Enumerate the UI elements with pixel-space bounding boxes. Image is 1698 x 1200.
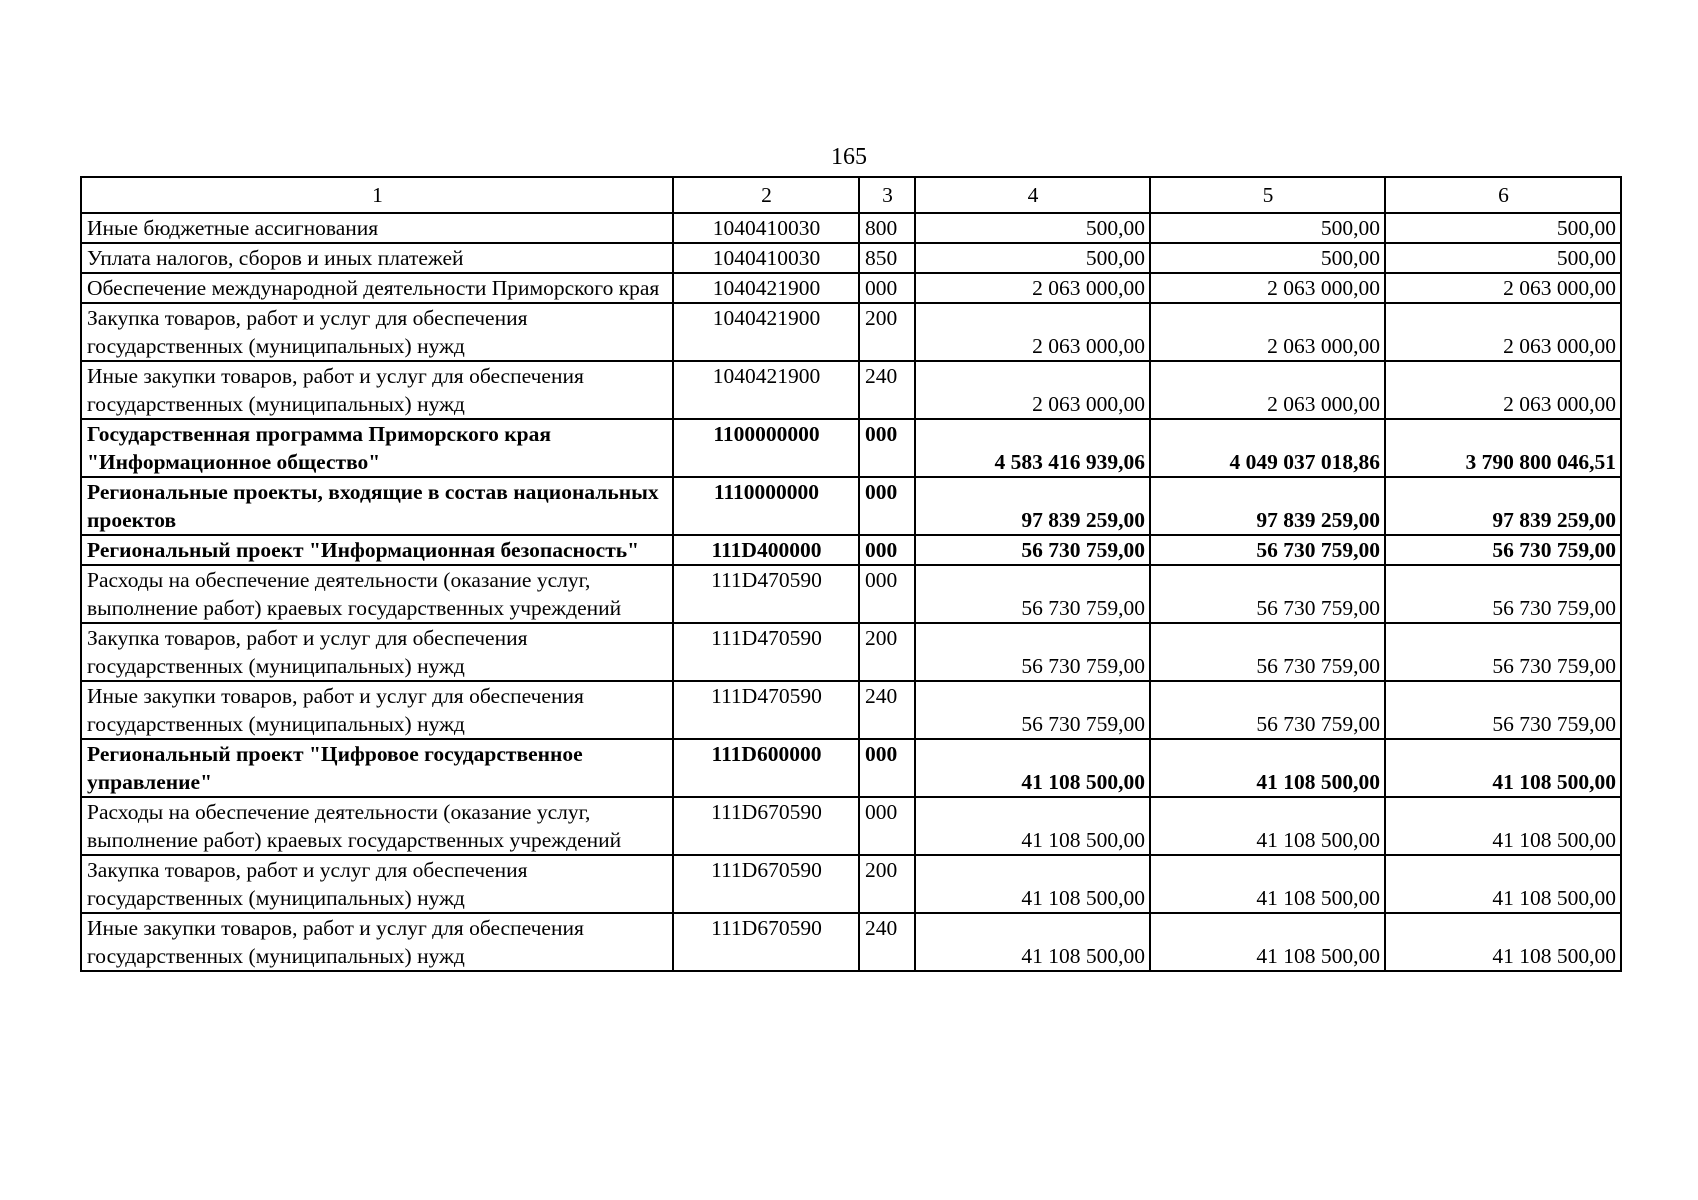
- column-header: 4: [915, 177, 1150, 213]
- row-type: 200: [859, 855, 915, 913]
- row-value-col4: 56 730 759,00: [915, 535, 1150, 565]
- row-code: 111D470590: [673, 565, 859, 623]
- row-code: 111D670590: [673, 855, 859, 913]
- table-row: [81, 273, 1621, 303]
- table-row: [81, 623, 1621, 681]
- row-name: Иные закупки товаров, работ и услуг для обеспечения государственных (муниципальных) нужд: [81, 361, 673, 419]
- column-header: 5: [1150, 177, 1385, 213]
- row-value-col5: 41 108 500,00: [1150, 913, 1385, 971]
- row-value-col4: 56 730 759,00: [915, 681, 1150, 739]
- table-row: [81, 303, 1621, 361]
- row-code: 1110000000: [673, 477, 859, 535]
- row-code: 111D470590: [673, 681, 859, 739]
- row-value-col6: 56 730 759,00: [1385, 681, 1621, 739]
- row-value-col6: 56 730 759,00: [1385, 535, 1621, 565]
- table-row: [81, 213, 1621, 243]
- row-name: Расходы на обеспечение деятельности (оказание услуг, выполнение работ) краевых государственных учреждений: [81, 565, 673, 623]
- row-type: 200: [859, 303, 915, 361]
- row-value-col6: 500,00: [1385, 243, 1621, 273]
- row-value-col4: 500,00: [915, 213, 1150, 243]
- row-value-col4: 2 063 000,00: [915, 303, 1150, 361]
- row-code: 1100000000: [673, 419, 859, 477]
- row-name: Иные закупки товаров, работ и услуг для обеспечения государственных (муниципальных) нужд: [81, 913, 673, 971]
- row-value-col4: 41 108 500,00: [915, 855, 1150, 913]
- table-row: [81, 361, 1621, 419]
- row-type: 240: [859, 681, 915, 739]
- row-value-col6: 97 839 259,00: [1385, 477, 1621, 535]
- row-value-col5: 97 839 259,00: [1150, 477, 1385, 535]
- row-value-col5: 41 108 500,00: [1150, 855, 1385, 913]
- row-value-col6: 41 108 500,00: [1385, 855, 1621, 913]
- column-header: 3: [859, 177, 915, 213]
- row-value-col4: 41 108 500,00: [915, 797, 1150, 855]
- row-code: 1040410030: [673, 243, 859, 273]
- row-name: Региональные проекты, входящие в состав национальных проектов: [81, 477, 673, 535]
- row-name: Уплата налогов, сборов и иных платежей: [81, 243, 673, 273]
- row-code: 111D470590: [673, 623, 859, 681]
- row-value-col4: 41 108 500,00: [915, 913, 1150, 971]
- row-type: 240: [859, 361, 915, 419]
- row-type: 850: [859, 243, 915, 273]
- row-value-col6: 2 063 000,00: [1385, 303, 1621, 361]
- row-value-col5: 56 730 759,00: [1150, 681, 1385, 739]
- table-row: [81, 681, 1621, 739]
- row-code: 111D400000: [673, 535, 859, 565]
- row-name: Региональный проект "Цифровое государственное управление": [81, 739, 673, 797]
- row-value-col6: 2 063 000,00: [1385, 361, 1621, 419]
- row-type: 000: [859, 739, 915, 797]
- table-row: [81, 419, 1621, 477]
- row-value-col4: 2 063 000,00: [915, 273, 1150, 303]
- row-value-col6: 3 790 800 046,51: [1385, 419, 1621, 477]
- table-row: [81, 913, 1621, 971]
- row-name: Региональный проект "Информационная безопасность": [81, 535, 673, 565]
- table-row: [81, 477, 1621, 535]
- row-value-col6: 56 730 759,00: [1385, 623, 1621, 681]
- row-code: 111D670590: [673, 913, 859, 971]
- budget-table: [80, 176, 1622, 972]
- row-code: 1040410030: [673, 213, 859, 243]
- row-value-col4: 41 108 500,00: [915, 739, 1150, 797]
- row-value-col4: 56 730 759,00: [915, 623, 1150, 681]
- row-name: Закупка товаров, работ и услуг для обеспечения государственных (муниципальных) нужд: [81, 303, 673, 361]
- table-body: [81, 177, 1621, 971]
- row-value-col4: 500,00: [915, 243, 1150, 273]
- row-type: 200: [859, 623, 915, 681]
- row-code: 1040421900: [673, 361, 859, 419]
- row-type: 000: [859, 419, 915, 477]
- row-value-col6: 2 063 000,00: [1385, 273, 1621, 303]
- row-value-col6: 41 108 500,00: [1385, 913, 1621, 971]
- row-type: 000: [859, 565, 915, 623]
- table-row: [81, 797, 1621, 855]
- column-header: 2: [673, 177, 859, 213]
- row-name: Расходы на обеспечение деятельности (оказание услуг, выполнение работ) краевых государственных учреждений: [81, 797, 673, 855]
- row-value-col6: 41 108 500,00: [1385, 739, 1621, 797]
- row-value-col4: 2 063 000,00: [915, 361, 1150, 419]
- row-value-col5: 500,00: [1150, 213, 1385, 243]
- row-name: Обеспечение международной деятельности Приморского края: [81, 273, 673, 303]
- table-row: [81, 535, 1621, 565]
- row-type: 240: [859, 913, 915, 971]
- row-value-col4: 56 730 759,00: [915, 565, 1150, 623]
- row-value-col5: 41 108 500,00: [1150, 739, 1385, 797]
- row-code: 1040421900: [673, 303, 859, 361]
- row-name: Закупка товаров, работ и услуг для обеспечения государственных (муниципальных) нужд: [81, 623, 673, 681]
- table-row: [81, 565, 1621, 623]
- row-value-col4: 97 839 259,00: [915, 477, 1150, 535]
- row-name: Иные закупки товаров, работ и услуг для обеспечения государственных (муниципальных) нужд: [81, 681, 673, 739]
- row-value-col5: 56 730 759,00: [1150, 535, 1385, 565]
- column-header: 1: [81, 177, 673, 213]
- row-code: 111D670590: [673, 797, 859, 855]
- row-value-col5: 56 730 759,00: [1150, 565, 1385, 623]
- row-value-col6: 500,00: [1385, 213, 1621, 243]
- row-code: 111D600000: [673, 739, 859, 797]
- page-number: 165: [831, 144, 867, 170]
- row-name: Закупка товаров, работ и услуг для обеспечения государственных (муниципальных) нужд: [81, 855, 673, 913]
- row-type: 000: [859, 535, 915, 565]
- row-type: 800: [859, 213, 915, 243]
- row-value-col5: 41 108 500,00: [1150, 797, 1385, 855]
- row-value-col6: 56 730 759,00: [1385, 565, 1621, 623]
- row-value-col5: 4 049 037 018,86: [1150, 419, 1385, 477]
- table-row: [81, 243, 1621, 273]
- row-type: 000: [859, 797, 915, 855]
- row-name: Государственная программа Приморского края "Информационное общество": [81, 419, 673, 477]
- row-type: 000: [859, 273, 915, 303]
- table-header-row: [81, 177, 1621, 213]
- column-header: 6: [1385, 177, 1621, 213]
- row-type: 000: [859, 477, 915, 535]
- row-value-col5: 500,00: [1150, 243, 1385, 273]
- row-code: 1040421900: [673, 273, 859, 303]
- row-value-col5: 2 063 000,00: [1150, 361, 1385, 419]
- row-value-col4: 4 583 416 939,06: [915, 419, 1150, 477]
- row-value-col5: 2 063 000,00: [1150, 273, 1385, 303]
- row-value-col6: 41 108 500,00: [1385, 797, 1621, 855]
- table-row: [81, 855, 1621, 913]
- table-row: [81, 739, 1621, 797]
- row-name: Иные бюджетные ассигнования: [81, 213, 673, 243]
- row-value-col5: 2 063 000,00: [1150, 303, 1385, 361]
- row-value-col5: 56 730 759,00: [1150, 623, 1385, 681]
